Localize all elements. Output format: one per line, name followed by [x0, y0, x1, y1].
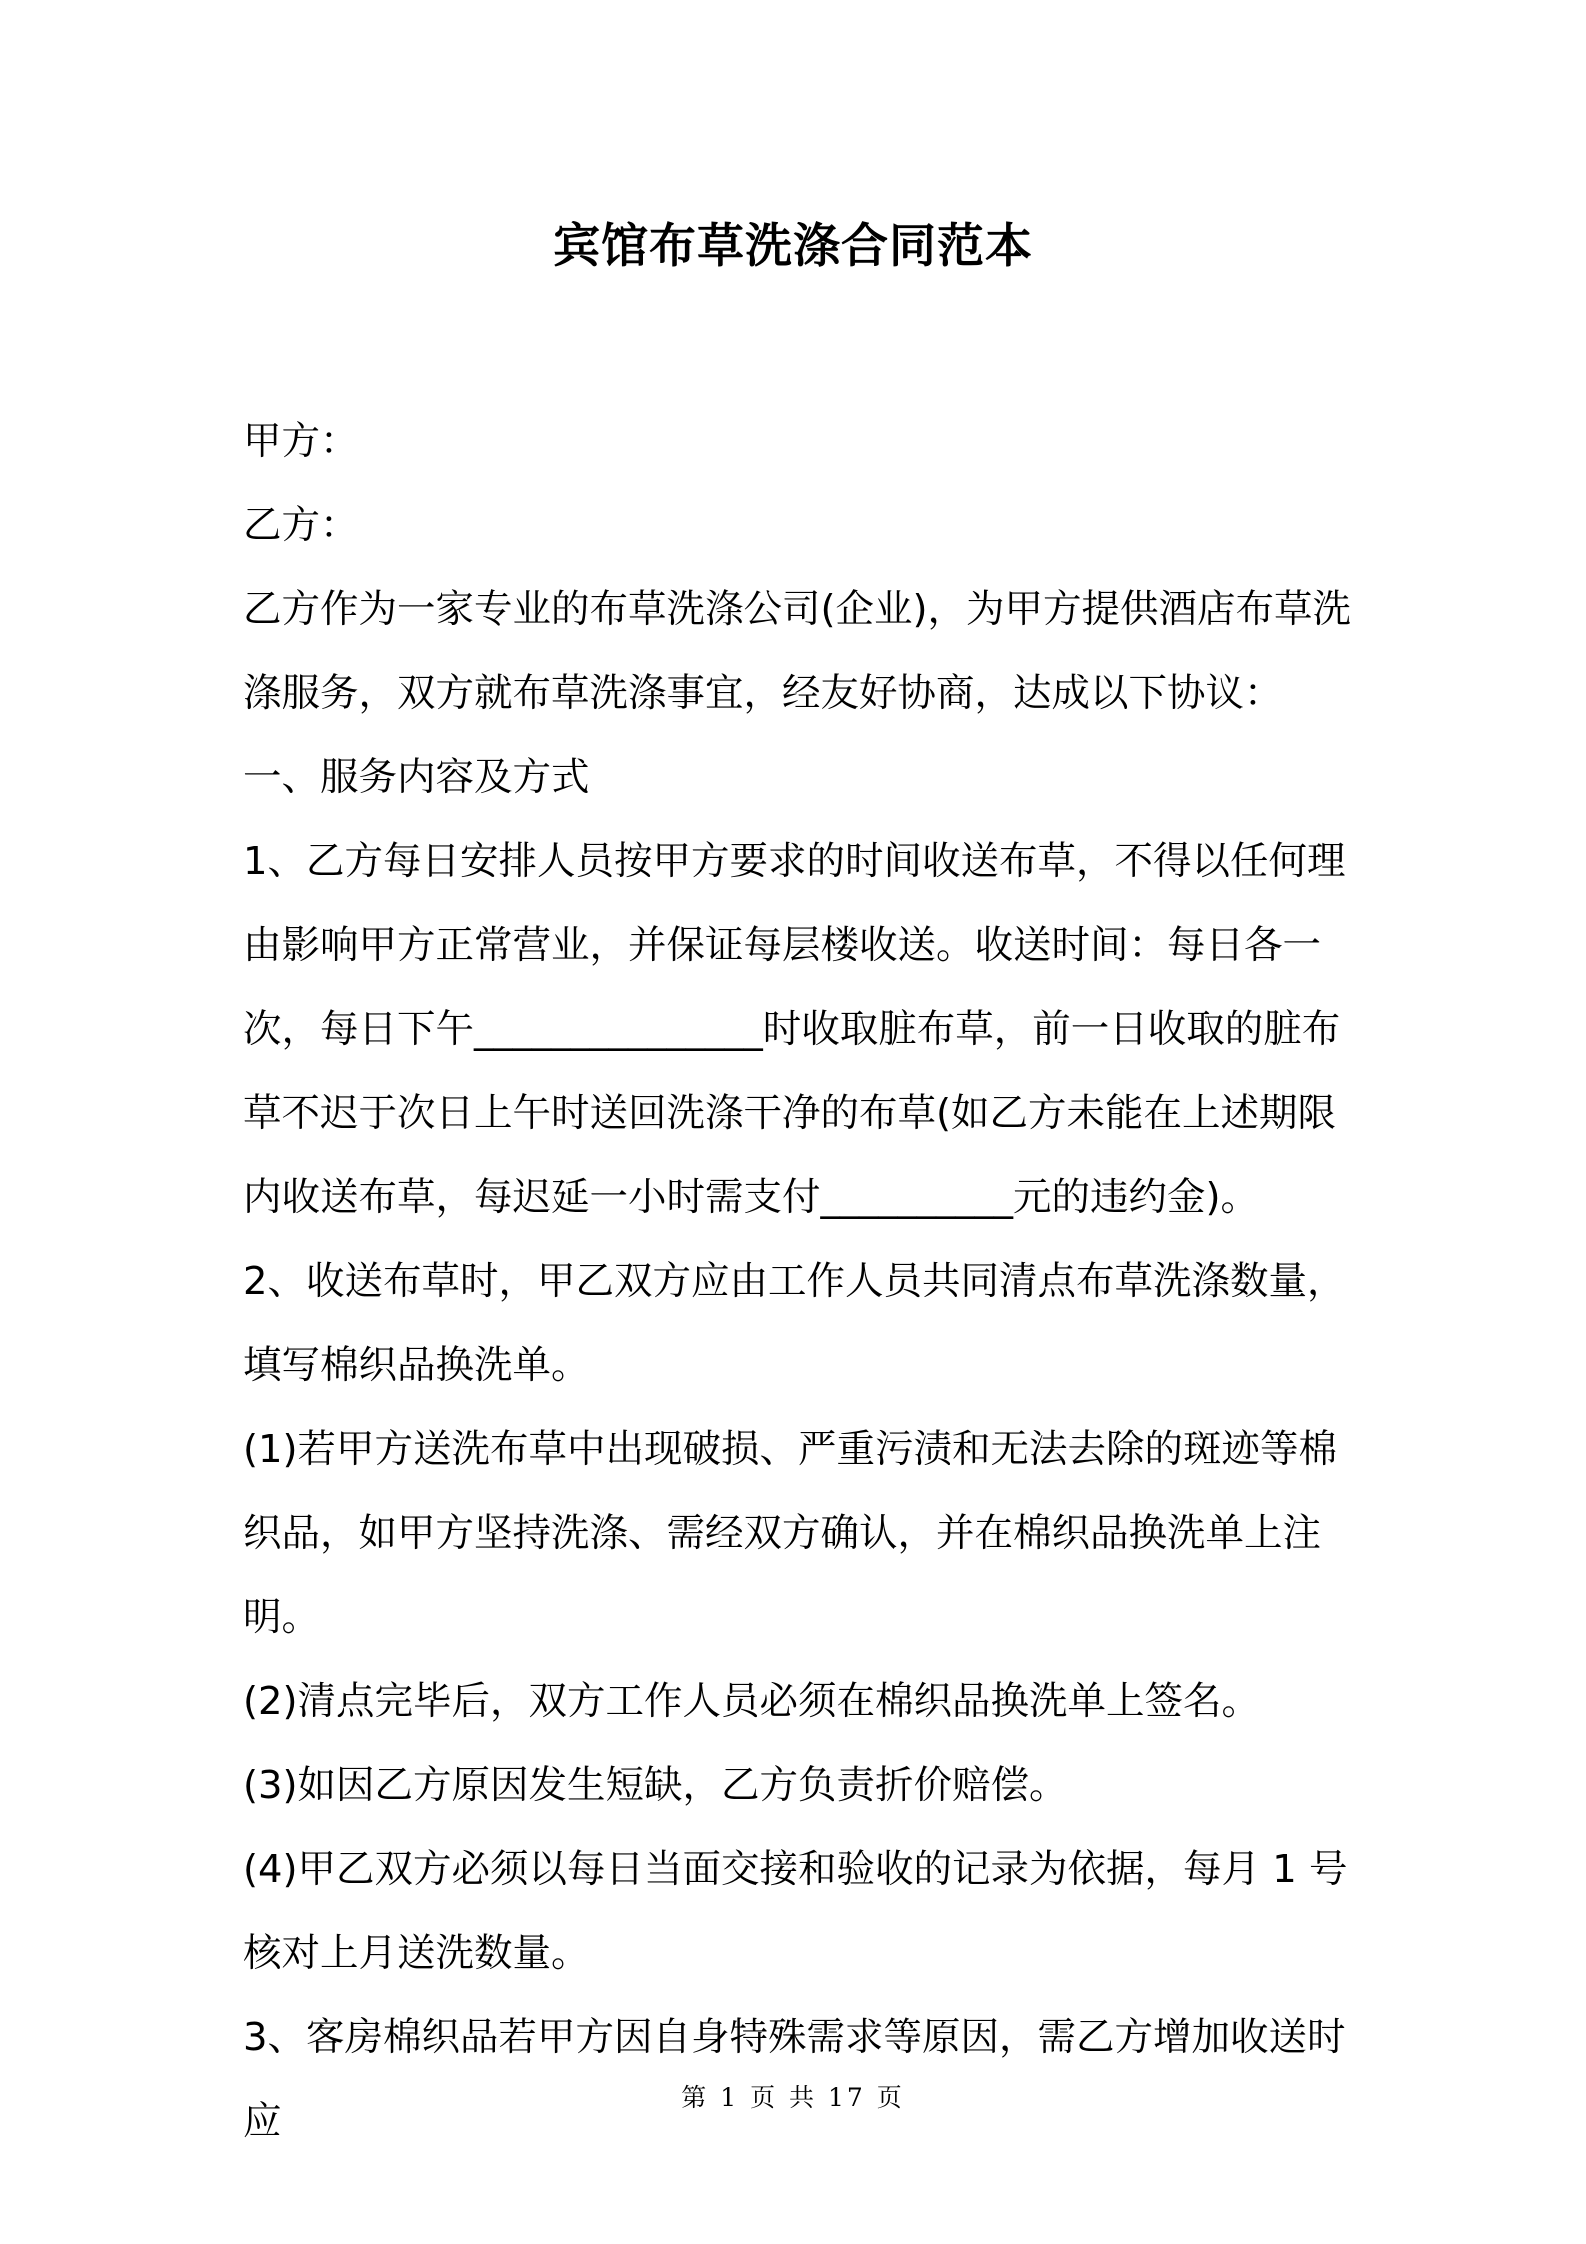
- clause-2: 2、收送布草时，甲乙双方应由工作人员共同清点布草洗涤数量，填写棉织品换洗单。: [243, 1259, 1346, 1388]
- sub-clause-3: (3)如因乙方原因发生短缺，乙方负责折价赔偿。: [243, 1763, 1068, 1808]
- sub-clause-2: (2)清点完毕后，双方工作人员必须在棉织品换洗单上签名。: [243, 1679, 1261, 1724]
- sub-clause-1: (1)若甲方送洗布草中出现破损、严重污渍和无法去除的斑迹等棉织品，如甲方坚持洗涤、需经双方确认，并在棉织品换洗单上注明。: [243, 1427, 1338, 1640]
- page-number: 第 1 页 共 17 页: [681, 2083, 905, 2112]
- intro-paragraph: 乙方作为一家专业的布草洗涤公司(企业)，为甲方提供酒店布草洗涤服务，双方就布草洗涤事宜，经友好协商，达成以下协议：: [243, 587, 1352, 716]
- sub-clause-4: (4)甲乙双方必须以每日当面交接和验收的记录为依据，每月 1 号核对上月送洗数量。: [243, 1847, 1348, 1976]
- party-a-line: 甲方：: [243, 419, 359, 464]
- clause-1: 1、乙方每日安排人员按甲方要求的时间收送布草，不得以任何理由影响甲方正常营业，并保证每层楼收送。收送时间：每日各一次，每日下午_______________时收取脏布草，前一日收取的脏布草不迟于次日上午时送回洗涤干净的布草(如乙方未能在上述期限内收送布草，每迟延一小时需支付__________元的违约金)。: [243, 839, 1346, 1220]
- document-body: [243, 400, 1363, 2164]
- clause-3: 3、客房棉织品若甲方因自身特殊需求等原因，需乙方增加收送时应: [243, 2015, 1346, 2144]
- party-b-line: 乙方：: [243, 503, 359, 548]
- document-title: 宾馆布草洗涤合同范本: [553, 219, 1033, 274]
- section-heading: 一、服务内容及方式: [243, 755, 590, 800]
